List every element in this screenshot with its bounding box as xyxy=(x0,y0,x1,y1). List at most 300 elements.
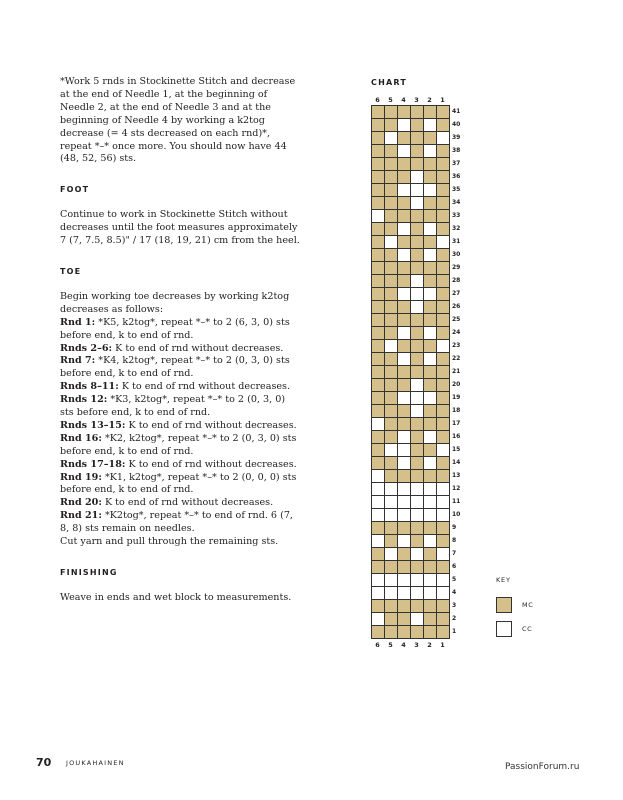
chart-cell xyxy=(436,183,450,197)
chart-cell xyxy=(371,300,385,314)
chart-cell xyxy=(384,417,398,431)
chart-cell xyxy=(423,534,437,548)
chart-cell xyxy=(384,235,398,249)
chart-cell xyxy=(371,170,385,184)
chart-cell xyxy=(423,339,437,353)
column-number: 5 xyxy=(388,641,393,649)
row-number: 3 xyxy=(452,602,457,609)
chart-cell xyxy=(423,209,437,223)
chart-cell xyxy=(410,105,424,119)
chart-cell xyxy=(436,560,450,574)
chart-cell xyxy=(410,404,424,418)
foot-paragraph: Continue to work in Stockinette Stitch without decreases until the foot measures approximately 7 (7, 7.5, 8.5)" / 17 (18, 19, 21) cm from the heel. xyxy=(60,209,300,247)
chart-cell xyxy=(384,118,398,132)
toe-round-line xyxy=(60,510,300,536)
chart-cell xyxy=(410,482,424,496)
chart-cell xyxy=(371,235,385,249)
round-instruction: *K2, k2tog*, repeat *–* to 2 (0, 3, 0) sts before end, k to end of rnd. xyxy=(60,432,297,457)
chart-cell xyxy=(371,612,385,626)
chart-cell xyxy=(410,157,424,171)
toe-heading: TOE xyxy=(60,266,82,276)
chart-cell xyxy=(410,170,424,184)
chart-cell xyxy=(371,196,385,210)
chart-cell xyxy=(371,521,385,535)
chart-cell xyxy=(384,326,398,340)
chart-cell xyxy=(397,391,411,405)
key-swatch-mc xyxy=(496,597,512,613)
chart-cell xyxy=(384,560,398,574)
chart-cell xyxy=(436,105,450,119)
chart-cell xyxy=(423,352,437,366)
chart-cell xyxy=(423,417,437,431)
toe-round-line xyxy=(60,459,300,472)
chart-cell xyxy=(371,274,385,288)
chart-cell xyxy=(384,534,398,548)
chart-cell xyxy=(436,391,450,405)
row-number: 13 xyxy=(452,472,461,479)
intro-paragraph: *Work 5 rnds in Stockinette Stitch and decrease at the end of Needle 1, at the beginning of Needle 2, at the end of Needle 3 and at the beginning of Needle 4 by working a k2tog decrease (= 4 sts decreased on each rnd)*, repeat *–* once more. You should now have 44 (48, 52, 56) sts. xyxy=(60,76,296,165)
chart-cell xyxy=(371,456,385,470)
chart-cell xyxy=(371,378,385,392)
row-number: 6 xyxy=(452,563,457,570)
chart-cell xyxy=(384,222,398,236)
row-number: 9 xyxy=(452,524,457,531)
chart-cell xyxy=(436,274,450,288)
row-number: 11 xyxy=(452,498,461,505)
chart-cell xyxy=(384,443,398,457)
round-instruction: K to end of rnd without decreases. xyxy=(125,419,297,431)
chart-cell xyxy=(371,430,385,444)
chart-cell xyxy=(436,469,450,483)
chart-cell xyxy=(384,131,398,145)
chart-cell xyxy=(410,430,424,444)
round-label: Rnd 16: xyxy=(60,432,102,444)
chart-cell xyxy=(436,404,450,418)
chart-cell xyxy=(384,144,398,158)
chart-cell xyxy=(397,534,411,548)
chart-cell xyxy=(436,495,450,509)
row-number: 19 xyxy=(452,394,461,401)
chart-cell xyxy=(371,183,385,197)
toe-closing: Cut yarn and pull through the remaining sts. xyxy=(60,536,279,548)
row-number: 31 xyxy=(452,238,461,245)
chart-cell xyxy=(436,352,450,366)
key-label-mc: MC xyxy=(522,601,534,609)
column-number: 1 xyxy=(440,96,445,104)
round-instruction: K to end of rnd without decreases. xyxy=(118,381,291,393)
chart-cell xyxy=(410,235,424,249)
chart-cell xyxy=(436,586,450,600)
chart-cell xyxy=(371,365,385,379)
row-number: 41 xyxy=(452,108,461,115)
chart-cell xyxy=(436,339,450,353)
chart-cell xyxy=(436,612,450,626)
row-number: 23 xyxy=(452,342,461,349)
chart-cell xyxy=(371,534,385,548)
round-instruction: *K1, k2tog*, repeat *–* to 2 (0, 0, 0) sts before end, k to end of rnd. xyxy=(60,471,297,496)
chart-cell xyxy=(410,339,424,353)
chart-cell xyxy=(384,313,398,327)
foot-heading: FOOT xyxy=(60,185,90,195)
chart-cell xyxy=(397,326,411,340)
column-numbers-top xyxy=(371,95,449,105)
chart-cell xyxy=(371,495,385,509)
row-number: 4 xyxy=(452,589,457,596)
chart-cell xyxy=(410,118,424,132)
chart-cell xyxy=(397,586,411,600)
chart-cell xyxy=(436,365,450,379)
chart-cell xyxy=(423,391,437,405)
chart-cell xyxy=(384,183,398,197)
chart-cell xyxy=(397,144,411,158)
chart-cell xyxy=(384,339,398,353)
chart-cell xyxy=(397,625,411,639)
round-label: Rnd 19: xyxy=(60,471,102,483)
chart-cell xyxy=(410,261,424,275)
chart-cell xyxy=(436,456,450,470)
chart-cell xyxy=(371,105,385,119)
chart-cell xyxy=(371,573,385,587)
chart-cell xyxy=(423,157,437,171)
chart-cell xyxy=(410,144,424,158)
chart-cell xyxy=(384,287,398,301)
chart-cell xyxy=(384,300,398,314)
chart-cell xyxy=(436,482,450,496)
chart-cell xyxy=(436,417,450,431)
chart-cell xyxy=(423,560,437,574)
row-number: 39 xyxy=(452,134,461,141)
chart-cell xyxy=(423,144,437,158)
chart-cell xyxy=(397,313,411,327)
chart-cell xyxy=(423,248,437,262)
chart-cell xyxy=(371,599,385,613)
chart-cell xyxy=(371,131,385,145)
chart-cell xyxy=(410,469,424,483)
chart-cell xyxy=(384,625,398,639)
toe-instructions xyxy=(60,317,300,536)
chart-cell xyxy=(384,482,398,496)
chart-cell xyxy=(384,170,398,184)
chart-cell xyxy=(436,378,450,392)
chart-cell xyxy=(397,235,411,249)
row-number: 30 xyxy=(452,251,461,258)
chart-cell xyxy=(423,222,437,236)
row-number: 1 xyxy=(452,628,457,635)
watermark-credit: PassionForum.ru xyxy=(505,762,580,772)
chart-cell xyxy=(436,508,450,522)
chart-cell xyxy=(436,287,450,301)
column-number: 1 xyxy=(440,641,445,649)
row-number: 18 xyxy=(452,407,461,414)
chart-cell xyxy=(436,248,450,262)
toe-round-line xyxy=(60,420,300,433)
chart-cell xyxy=(410,352,424,366)
chart-cell xyxy=(397,430,411,444)
toe-intro: Begin working toe decreases by working k2tog decreases as follows: xyxy=(60,290,290,315)
chart-cell xyxy=(371,248,385,262)
toe-round-line xyxy=(60,355,300,381)
row-number: 29 xyxy=(452,264,461,271)
chart-cell xyxy=(384,612,398,626)
chart-title: CHART xyxy=(371,78,408,87)
chart-cell xyxy=(397,287,411,301)
chart-cell xyxy=(436,209,450,223)
page-number: 70 xyxy=(36,756,52,769)
chart-cell xyxy=(397,417,411,431)
column-number: 2 xyxy=(427,641,432,649)
chart-cell xyxy=(410,326,424,340)
chart-cell xyxy=(397,521,411,535)
chart-cell xyxy=(423,612,437,626)
chart-cell xyxy=(371,443,385,457)
chart-cell xyxy=(397,508,411,522)
chart-cell xyxy=(423,521,437,535)
chart-cell xyxy=(436,118,450,132)
chart-cell xyxy=(384,495,398,509)
toe-round-line xyxy=(60,381,300,394)
toe-round-line xyxy=(60,497,300,510)
chart-cell xyxy=(410,131,424,145)
row-number: 20 xyxy=(452,381,461,388)
chart-cell xyxy=(397,404,411,418)
running-head: JOUKAHAINEN xyxy=(66,759,125,767)
chart-cell xyxy=(436,521,450,535)
row-number: 40 xyxy=(452,121,461,128)
chart-cell xyxy=(423,287,437,301)
chart-cell xyxy=(436,573,450,587)
chart-cell xyxy=(423,625,437,639)
column-number: 4 xyxy=(401,96,406,104)
chart-cell xyxy=(371,482,385,496)
chart-cell xyxy=(423,404,437,418)
chart-cell xyxy=(384,547,398,561)
chart-cell xyxy=(384,352,398,366)
chart-cell xyxy=(423,495,437,509)
chart-cell xyxy=(397,560,411,574)
chart-cell xyxy=(410,391,424,405)
chart-cell xyxy=(410,274,424,288)
chart-cell xyxy=(384,157,398,171)
row-number: 22 xyxy=(452,355,461,362)
chart-cell xyxy=(397,612,411,626)
column-number: 4 xyxy=(401,641,406,649)
chart-cell xyxy=(371,625,385,639)
round-instruction: K to end of rnd without decreases. xyxy=(125,458,297,470)
chart-cell xyxy=(436,222,450,236)
chart-cell xyxy=(423,365,437,379)
chart-cell xyxy=(436,443,450,457)
row-number: 28 xyxy=(452,277,461,284)
chart-cell xyxy=(436,430,450,444)
chart-cell xyxy=(397,352,411,366)
chart-cell xyxy=(371,209,385,223)
chart-cell xyxy=(410,365,424,379)
chart-cell xyxy=(371,339,385,353)
chart-cell xyxy=(371,508,385,522)
chart-cell xyxy=(371,547,385,561)
column-number: 6 xyxy=(375,96,380,104)
toe-round-line xyxy=(60,394,300,420)
chart-cell xyxy=(397,443,411,457)
key-title: KEY xyxy=(496,576,511,584)
row-number: 36 xyxy=(452,173,461,180)
round-label: Rnds 8–11: xyxy=(60,381,119,393)
chart-cell xyxy=(423,469,437,483)
chart-cell xyxy=(371,118,385,132)
row-number: 34 xyxy=(452,199,461,206)
chart-cell xyxy=(384,586,398,600)
chart-cell xyxy=(410,287,424,301)
row-number: 16 xyxy=(452,433,461,440)
chart-cell xyxy=(410,456,424,470)
chart-cell xyxy=(371,157,385,171)
chart-cell xyxy=(423,599,437,613)
chart-cell xyxy=(397,495,411,509)
chart-cell xyxy=(371,326,385,340)
chart-cell xyxy=(410,521,424,535)
row-number: 38 xyxy=(452,147,461,154)
toe-round-line xyxy=(60,343,300,356)
row-number: 8 xyxy=(452,537,457,544)
chart-cell xyxy=(384,391,398,405)
chart-cell xyxy=(423,235,437,249)
chart-cell xyxy=(423,196,437,210)
column-numbers-bottom xyxy=(371,640,449,650)
chart-cell xyxy=(423,508,437,522)
chart-cell xyxy=(397,547,411,561)
chart-cell xyxy=(371,144,385,158)
round-instruction: *K2tog*, repeat *–* to end of rnd. 6 (7, 8, 8) sts remain on needles. xyxy=(60,510,293,535)
chart-cell xyxy=(423,430,437,444)
chart-cell xyxy=(423,443,437,457)
chart-cell xyxy=(423,547,437,561)
row-number: 21 xyxy=(452,368,461,375)
chart-cell xyxy=(410,443,424,457)
chart-cell xyxy=(410,209,424,223)
chart-cell xyxy=(371,391,385,405)
toe-round-line xyxy=(60,317,300,343)
toe-round-line xyxy=(60,433,300,459)
round-label: Rnd 1: xyxy=(60,316,96,328)
chart-cell xyxy=(423,131,437,145)
key-swatch-cc xyxy=(496,621,512,637)
round-instruction: *K4, k2tog*, repeat *–* to 2 (0, 3, 0) sts before end, k to end of rnd. xyxy=(60,355,290,380)
chart-cell xyxy=(397,209,411,223)
chart-cell xyxy=(384,599,398,613)
chart-cell xyxy=(384,430,398,444)
row-number: 2 xyxy=(452,615,457,622)
chart-cell xyxy=(397,599,411,613)
chart-cell xyxy=(397,365,411,379)
chart-cell xyxy=(410,534,424,548)
chart-cell xyxy=(423,118,437,132)
chart-cell xyxy=(436,235,450,249)
chart-cell xyxy=(397,248,411,262)
chart-cell xyxy=(436,326,450,340)
chart-cell xyxy=(423,170,437,184)
row-number: 10 xyxy=(452,511,461,518)
round-label: Rnds 12: xyxy=(60,394,108,406)
chart-cell xyxy=(436,196,450,210)
chart-cell xyxy=(371,417,385,431)
row-number: 25 xyxy=(452,316,461,323)
chart-cell xyxy=(397,196,411,210)
chart-cell xyxy=(410,547,424,561)
finishing-paragraph: Weave in ends and wet block to measurements. xyxy=(60,591,292,603)
chart-cell xyxy=(397,300,411,314)
round-instruction: K to end of rnd without decreases. xyxy=(101,497,274,509)
round-label: Rnds 13–15: xyxy=(60,419,126,431)
chart-cell xyxy=(410,222,424,236)
row-number: 5 xyxy=(452,576,457,583)
chart-cell xyxy=(436,261,450,275)
chart-cell xyxy=(410,586,424,600)
chart-cell xyxy=(410,495,424,509)
chart-cell xyxy=(384,404,398,418)
chart-cell xyxy=(397,456,411,470)
chart-cell xyxy=(410,508,424,522)
row-number: 27 xyxy=(452,290,461,297)
chart-cell xyxy=(423,105,437,119)
colorwork-chart xyxy=(371,105,449,638)
chart-cell xyxy=(423,482,437,496)
row-number: 24 xyxy=(452,329,461,336)
round-label: Rnds 17–18: xyxy=(60,458,126,470)
chart-cell xyxy=(423,586,437,600)
row-number: 35 xyxy=(452,186,461,193)
chart-cell xyxy=(384,573,398,587)
round-instruction: K to end of rnd without decreases. xyxy=(112,342,284,354)
chart-cell xyxy=(397,157,411,171)
chart-cell xyxy=(410,248,424,262)
round-label: Rnd 21: xyxy=(60,510,102,522)
round-label: Rnds 2–6: xyxy=(60,342,113,354)
chart-cell xyxy=(436,313,450,327)
chart-cell xyxy=(410,573,424,587)
chart-cell xyxy=(423,326,437,340)
chart-cell xyxy=(397,274,411,288)
chart-cell xyxy=(384,105,398,119)
key-label-cc: CC xyxy=(522,625,533,633)
chart-cell xyxy=(371,222,385,236)
chart-cell xyxy=(436,534,450,548)
chart-cell xyxy=(371,404,385,418)
column-number: 6 xyxy=(375,641,380,649)
chart-cell xyxy=(436,144,450,158)
chart-cell xyxy=(397,183,411,197)
chart-cell xyxy=(436,157,450,171)
row-number: 15 xyxy=(452,446,461,453)
chart-cell xyxy=(436,625,450,639)
chart-cell xyxy=(397,131,411,145)
chart-cell xyxy=(397,170,411,184)
chart-cell xyxy=(384,521,398,535)
chart-cell xyxy=(423,261,437,275)
toe-round-line xyxy=(60,472,300,498)
chart-cell xyxy=(384,274,398,288)
chart-cell xyxy=(384,378,398,392)
chart-cell xyxy=(436,547,450,561)
chart-cell xyxy=(423,183,437,197)
row-number: 26 xyxy=(452,303,461,310)
chart-cell xyxy=(410,300,424,314)
chart-cell xyxy=(410,625,424,639)
chart-cell xyxy=(384,365,398,379)
chart-cell xyxy=(410,417,424,431)
row-number: 12 xyxy=(452,485,461,492)
chart-cell xyxy=(423,274,437,288)
chart-cell xyxy=(423,378,437,392)
